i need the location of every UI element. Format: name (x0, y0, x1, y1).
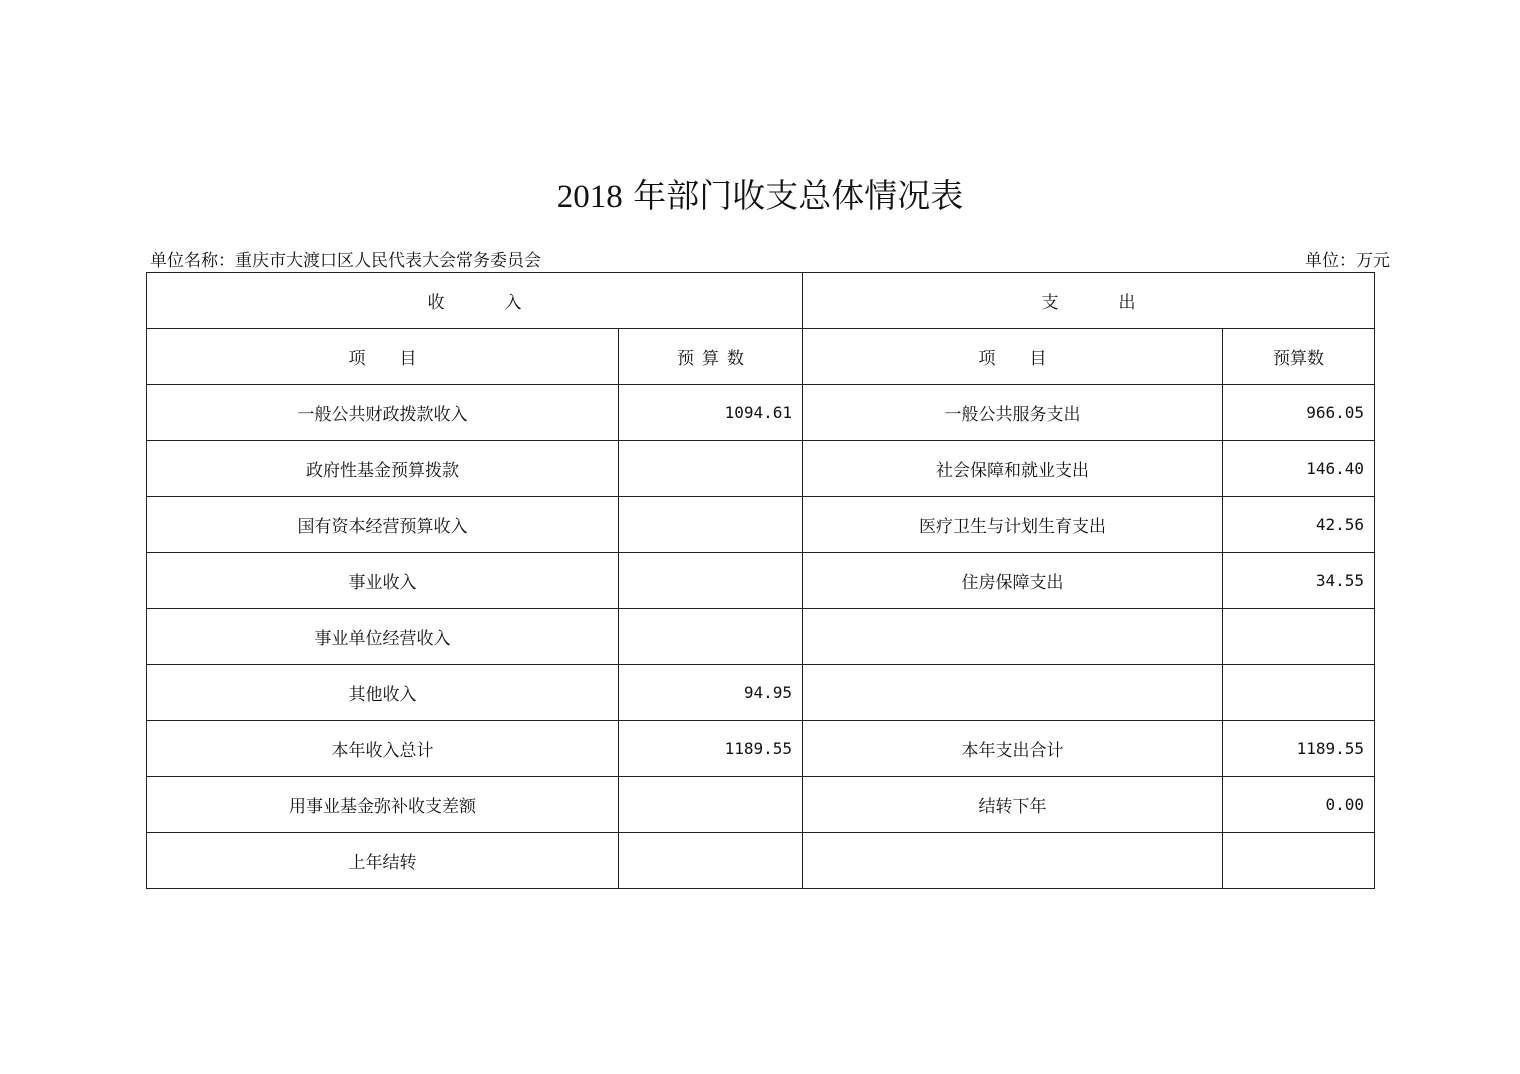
expense-item-cell: 本年支出合计 (803, 721, 1223, 777)
unit-name-label: 单位名称： (150, 251, 235, 271)
income-value-cell: 1189.55 (619, 721, 803, 777)
expense-value-cell: 966.05 (1223, 385, 1375, 441)
income-item-cell: 其他收入 (147, 665, 619, 721)
expense-item-cell: 医疗卫生与计划生育支出 (803, 497, 1223, 553)
income-budget-header: 预 算 数 (619, 329, 803, 385)
expense-value-cell: 42.56 (1223, 497, 1375, 553)
column-header-row (147, 329, 1375, 385)
table-row (147, 385, 1375, 441)
expense-value-cell: 146.40 (1223, 441, 1375, 497)
income-item-cell: 事业收入 (147, 553, 619, 609)
table-row (147, 721, 1375, 777)
table-row (147, 441, 1375, 497)
budget-table (146, 272, 1375, 889)
income-item-cell: 用事业基金弥补收支差额 (147, 777, 619, 833)
table-row (147, 665, 1375, 721)
unit-of-measure (1305, 246, 1390, 271)
unit-label: 单位： (1305, 251, 1356, 271)
expense-item-cell (803, 609, 1223, 665)
table-row (147, 833, 1375, 889)
income-item-cell: 政府性基金预算拨款 (147, 441, 619, 497)
expense-value-cell: 1189.55 (1223, 721, 1375, 777)
expense-value-cell (1223, 665, 1375, 721)
income-section-header: 收 入 (147, 273, 803, 329)
income-value-cell (619, 833, 803, 889)
expense-budget-header: 预算数 (1223, 329, 1375, 385)
expense-value-cell: 0.00 (1223, 777, 1375, 833)
income-item-cell: 本年收入总计 (147, 721, 619, 777)
section-header-row (147, 273, 1375, 329)
unit-value: 万元 (1356, 251, 1390, 271)
expense-value-cell (1223, 609, 1375, 665)
income-item-cell: 上年结转 (147, 833, 619, 889)
income-item-cell: 事业单位经营收入 (147, 609, 619, 665)
expense-item-cell: 一般公共服务支出 (803, 385, 1223, 441)
income-item-cell: 国有资本经营预算收入 (147, 497, 619, 553)
title-year: 2018 (556, 179, 623, 215)
income-value-cell (619, 777, 803, 833)
expense-value-cell: 34.55 (1223, 553, 1375, 609)
unit-name (150, 246, 541, 271)
table-row (147, 497, 1375, 553)
expense-item-cell: 住房保障支出 (803, 553, 1223, 609)
expense-section-header: 支 出 (803, 273, 1375, 329)
expense-item-cell (803, 833, 1223, 889)
income-value-cell (619, 553, 803, 609)
table-row (147, 609, 1375, 665)
income-value-cell: 1094.61 (619, 385, 803, 441)
expense-item-header: 项 目 (803, 329, 1223, 385)
income-item-header: 项 目 (147, 329, 619, 385)
unit-name-value: 重庆市大渡口区人民代表大会常务委员会 (235, 251, 541, 271)
table-row (147, 777, 1375, 833)
income-item-cell: 一般公共财政拨款收入 (147, 385, 619, 441)
expense-value-cell (1223, 833, 1375, 889)
page-title (0, 170, 1520, 217)
income-value-cell (619, 441, 803, 497)
table-row (147, 553, 1375, 609)
expense-item-cell: 社会保障和就业支出 (803, 441, 1223, 497)
expense-item-cell: 结转下年 (803, 777, 1223, 833)
title-text: 年部门收支总体情况表 (633, 176, 964, 215)
income-value-cell (619, 497, 803, 553)
income-value-cell (619, 609, 803, 665)
income-value-cell: 94.95 (619, 665, 803, 721)
expense-item-cell (803, 665, 1223, 721)
